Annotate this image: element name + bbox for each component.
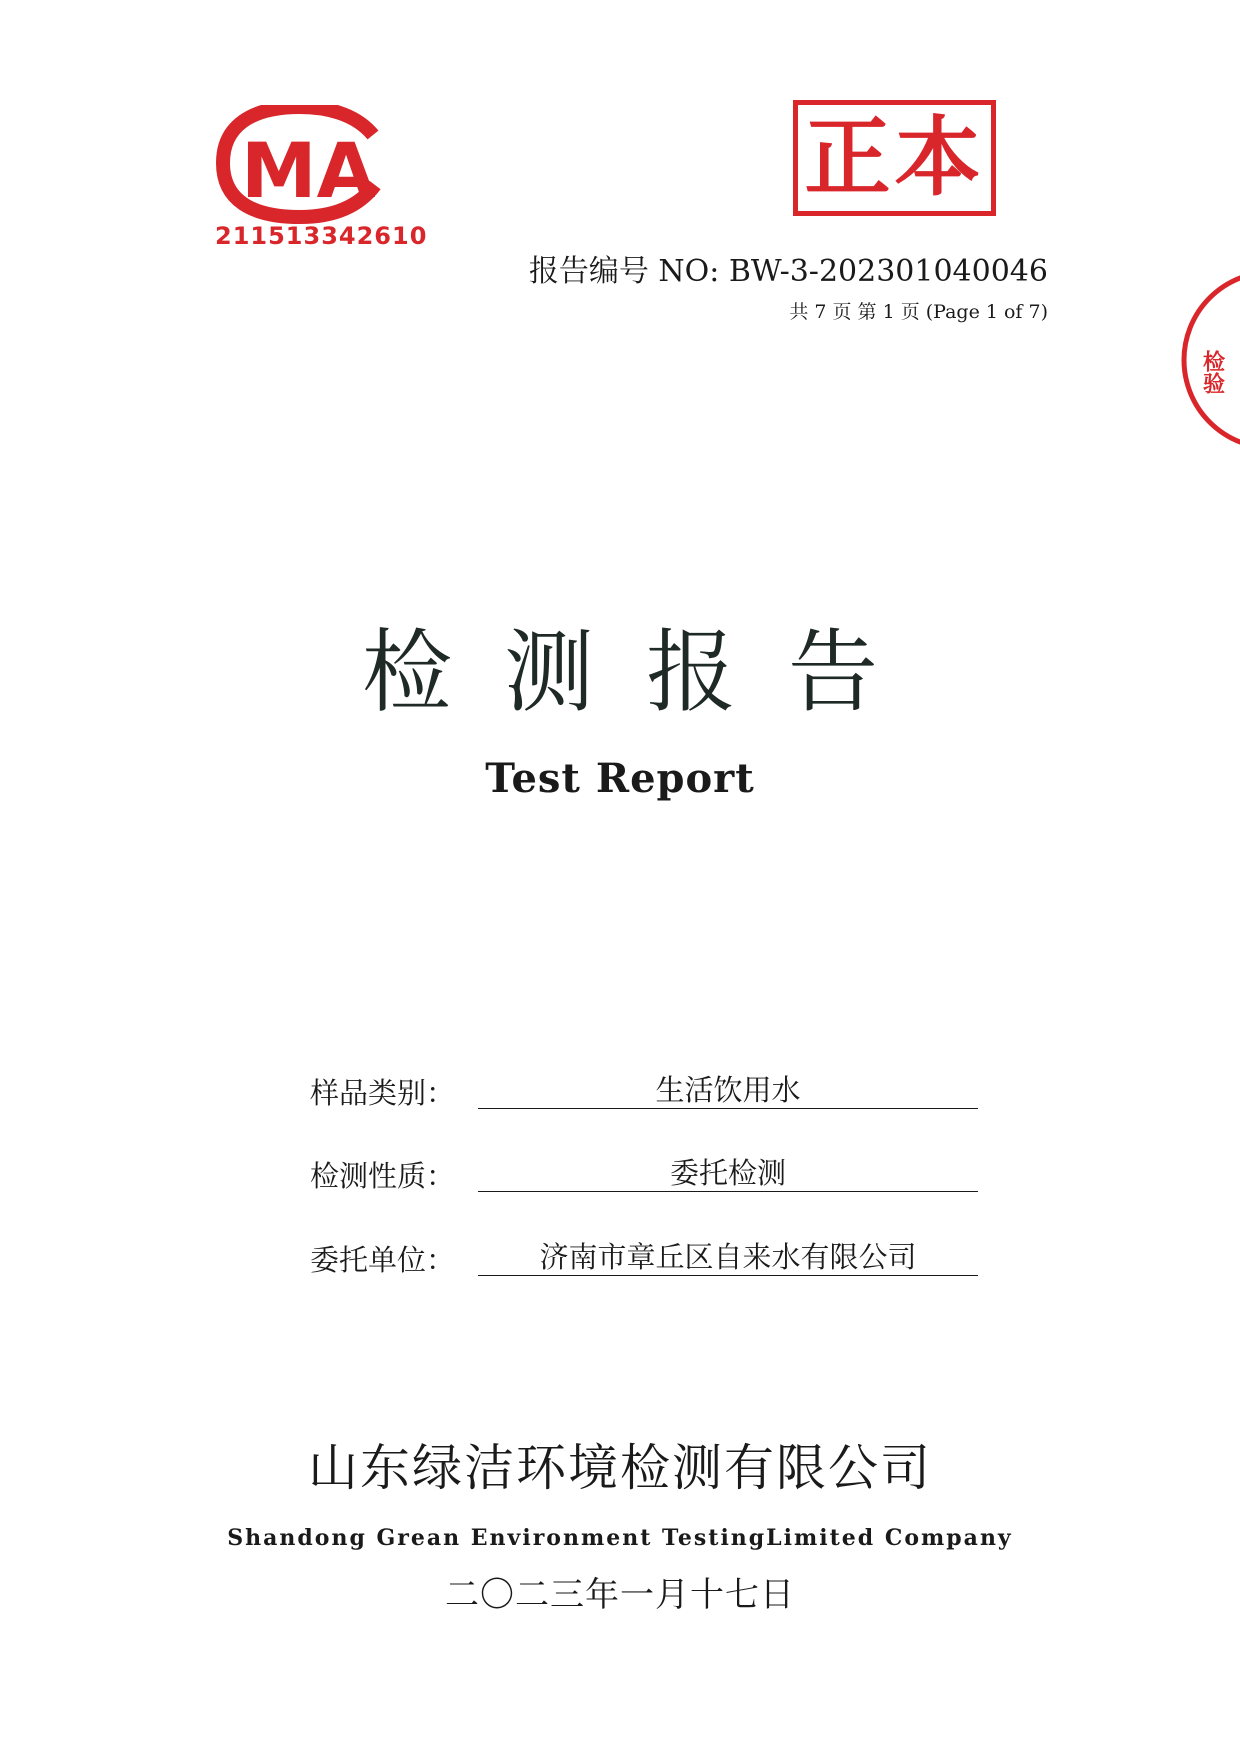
report-title: 检测报告	[362, 620, 930, 725]
inspection-seal-text: 检验	[1199, 350, 1225, 394]
company-name-english: Shandong Grean Environment TestingLimited Company	[227, 1525, 1013, 1551]
test-nature-label: 检测性质：	[310, 1159, 456, 1193]
report-title-english: Test Report	[485, 755, 755, 802]
test-nature-value: 委托检测	[478, 1155, 978, 1192]
sample-category-value: 生活饮用水	[478, 1072, 978, 1109]
cma-certificate-number: 211513342610	[215, 222, 428, 250]
sample-category-label: 样品类别：	[310, 1076, 456, 1110]
company-name: 山东绿洁环境检测有限公司	[308, 1439, 932, 1497]
original-copy-stamp-text: 正本	[804, 108, 985, 208]
report-date: 二〇二三年一月十七日	[445, 1575, 795, 1615]
report-number: 报告编号 NO: BW-3-202301040046	[528, 254, 1048, 289]
inspection-seal	[1172, 260, 1240, 460]
cma-logo-text: MA	[241, 126, 376, 215]
original-copy-stamp	[793, 100, 996, 216]
page-info: 共 7 页 第 1 页 (Page 1 of 7)	[789, 301, 1048, 323]
client-label: 委托单位：	[310, 1243, 456, 1277]
client-value: 济南市章丘区自来水有限公司	[478, 1239, 978, 1276]
